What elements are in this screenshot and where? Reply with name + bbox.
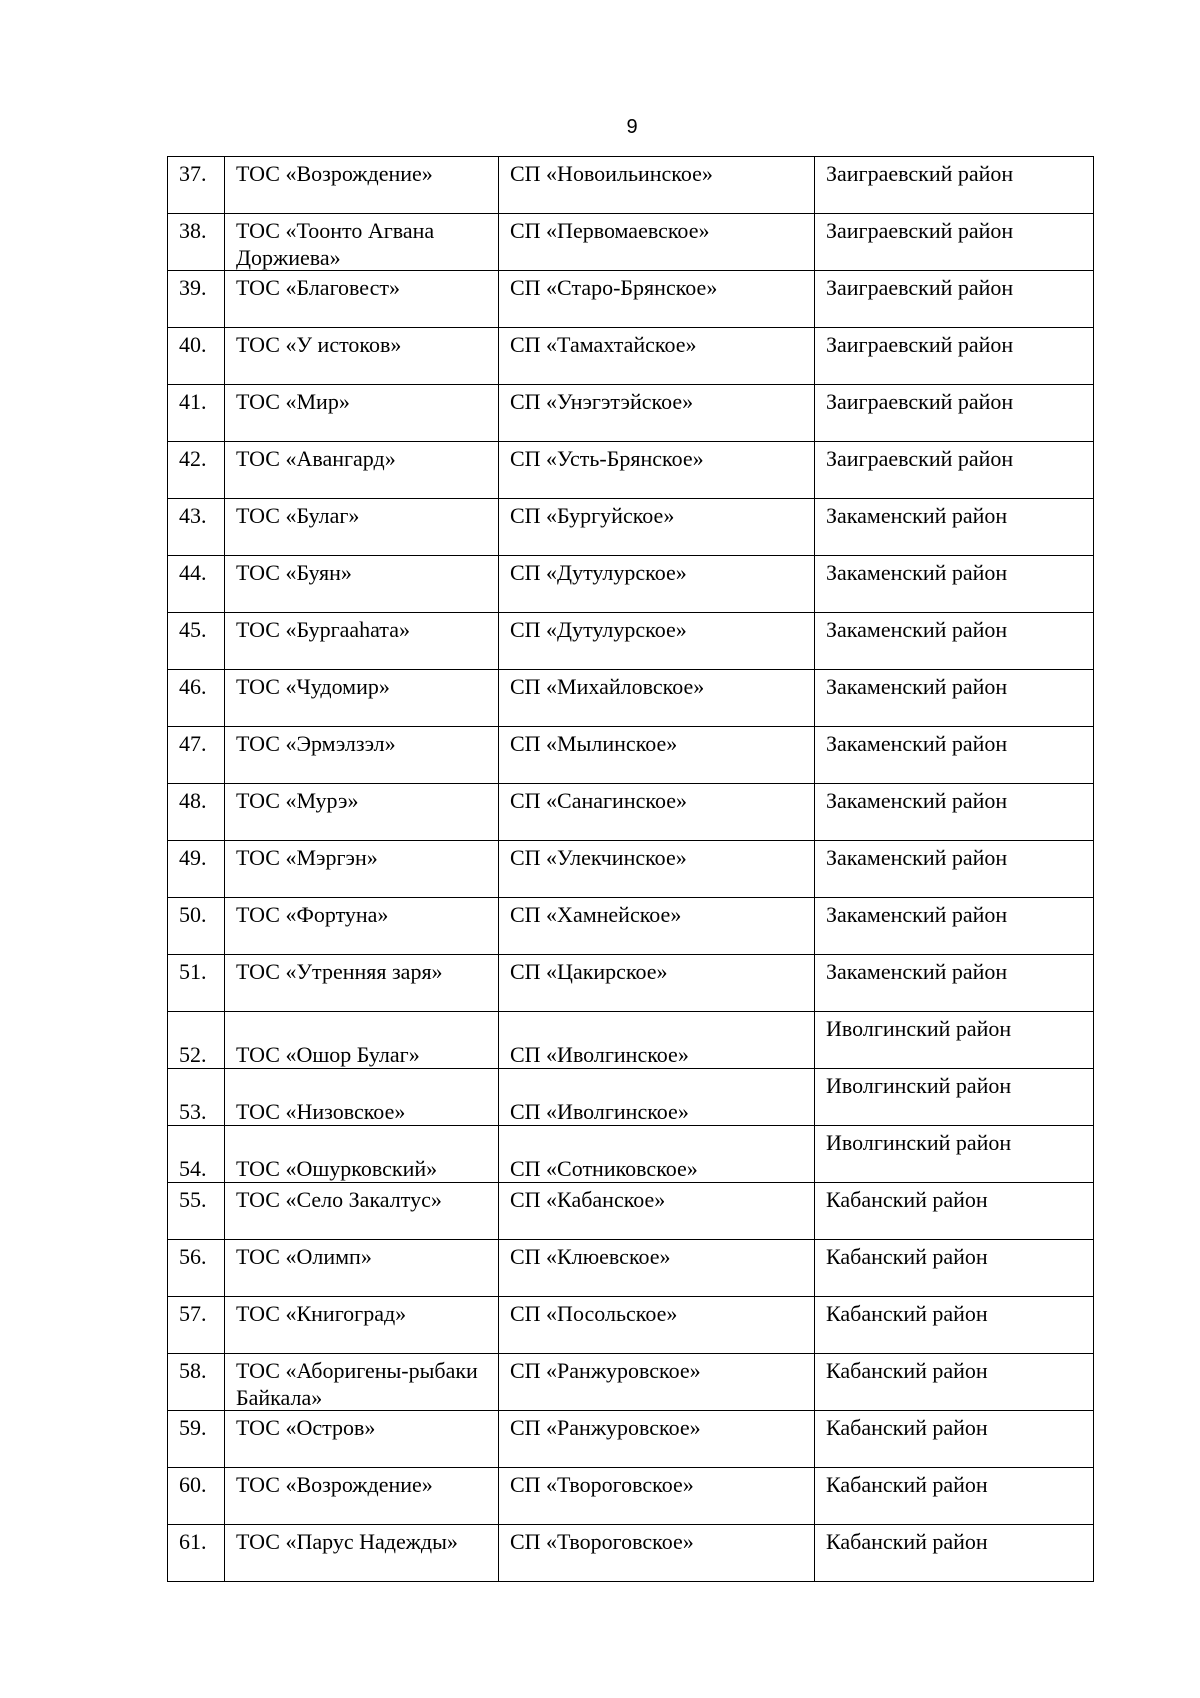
- table-row: [168, 1240, 1094, 1297]
- tos-name-cell: ТОС «Булаг»: [225, 499, 499, 556]
- settlement-cell: СП «Твороговское»: [499, 1468, 815, 1525]
- tos-registry-table: [167, 156, 1094, 1582]
- table-row: [168, 1411, 1094, 1468]
- row-number: 50.: [168, 898, 225, 955]
- table-body: [168, 157, 1094, 1582]
- district-cell: Закаменский район: [815, 955, 1094, 1012]
- tos-name-cell: ТОС «Ошор Булаг»: [225, 1012, 499, 1069]
- tos-name-cell: ТОС «Книгоград»: [225, 1297, 499, 1354]
- table-row: [168, 898, 1094, 955]
- table-row: [168, 499, 1094, 556]
- district-cell: Закаменский район: [815, 727, 1094, 784]
- settlement-cell: СП «Дутулурское»: [499, 556, 815, 613]
- table-row: [168, 955, 1094, 1012]
- tos-name-cell: ТОС «Бургааhата»: [225, 613, 499, 670]
- settlement-cell: СП «Старо-Брянское»: [499, 271, 815, 328]
- tos-name-cell: ТОС «Буян»: [225, 556, 499, 613]
- district-cell: Кабанский район: [815, 1183, 1094, 1240]
- row-number: 42.: [168, 442, 225, 499]
- tos-name-cell: ТОС «Мурэ»: [225, 784, 499, 841]
- district-cell: Заиграевский район: [815, 328, 1094, 385]
- settlement-cell: СП «Мылинское»: [499, 727, 815, 784]
- table-row: [168, 1468, 1094, 1525]
- tos-name-cell: ТОС «Утренняя заря»: [225, 955, 499, 1012]
- district-cell: Заиграевский район: [815, 442, 1094, 499]
- settlement-cell: СП «Улекчинское»: [499, 841, 815, 898]
- row-number: 48.: [168, 784, 225, 841]
- district-cell: Закаменский район: [815, 613, 1094, 670]
- settlement-cell: СП «Михайловское»: [499, 670, 815, 727]
- table-row: [168, 157, 1094, 214]
- table-row: [168, 1126, 1094, 1183]
- table-row: [168, 841, 1094, 898]
- row-number: 44.: [168, 556, 225, 613]
- settlement-cell: СП «Хамнейское»: [499, 898, 815, 955]
- district-cell: Закаменский район: [815, 670, 1094, 727]
- table-row: [168, 442, 1094, 499]
- district-cell: Иволгинский район: [815, 1126, 1094, 1183]
- row-number: 38.: [168, 214, 225, 271]
- tos-name-cell: ТОС «Мэргэн»: [225, 841, 499, 898]
- row-number: 57.: [168, 1297, 225, 1354]
- row-number: 54.: [168, 1126, 225, 1183]
- tos-name-cell: ТОС «Тоонто Агвана Доржиева»: [225, 214, 499, 271]
- settlement-cell: СП «Иволгинское»: [499, 1069, 815, 1126]
- table-row: [168, 1183, 1094, 1240]
- row-number: 43.: [168, 499, 225, 556]
- district-cell: Закаменский район: [815, 898, 1094, 955]
- settlement-cell: СП «Цакирское»: [499, 955, 815, 1012]
- table-row: [168, 613, 1094, 670]
- row-number: 61.: [168, 1525, 225, 1582]
- settlement-cell: СП «Клюевское»: [499, 1240, 815, 1297]
- district-cell: Закаменский район: [815, 841, 1094, 898]
- tos-name-cell: ТОС «Возрождение»: [225, 1468, 499, 1525]
- row-number: 53.: [168, 1069, 225, 1126]
- row-number: 46.: [168, 670, 225, 727]
- row-number: 37.: [168, 157, 225, 214]
- tos-name-cell: ТОС «Ошурковский»: [225, 1126, 499, 1183]
- settlement-cell: СП «Сотниковское»: [499, 1126, 815, 1183]
- settlement-cell: СП «Иволгинское»: [499, 1012, 815, 1069]
- district-cell: Закаменский район: [815, 556, 1094, 613]
- table-row: [168, 1069, 1094, 1126]
- tos-name-cell: ТОС «Возрождение»: [225, 157, 499, 214]
- row-number: 41.: [168, 385, 225, 442]
- district-cell: Закаменский район: [815, 499, 1094, 556]
- table-row: [168, 1012, 1094, 1069]
- district-cell: Заиграевский район: [815, 271, 1094, 328]
- tos-name-cell: ТОС «Эрмэлзэл»: [225, 727, 499, 784]
- settlement-cell: СП «Тамахтайское»: [499, 328, 815, 385]
- settlement-cell: СП «Новоильинское»: [499, 157, 815, 214]
- table-row: [168, 556, 1094, 613]
- district-cell: Заиграевский район: [815, 385, 1094, 442]
- table-row: [168, 727, 1094, 784]
- table-row: [168, 1297, 1094, 1354]
- settlement-cell: СП «Первомаевское»: [499, 214, 815, 271]
- table-row: [168, 784, 1094, 841]
- table-row: [168, 1354, 1094, 1411]
- settlement-cell: СП «Санагинское»: [499, 784, 815, 841]
- district-cell: Иволгинский район: [815, 1012, 1094, 1069]
- settlement-cell: СП «Бургуйское»: [499, 499, 815, 556]
- row-number: 60.: [168, 1468, 225, 1525]
- table-row: [168, 328, 1094, 385]
- settlement-cell: СП «Твороговское»: [499, 1525, 815, 1582]
- table-row: [168, 271, 1094, 328]
- page-number: 9: [626, 116, 638, 138]
- district-cell: Закаменский район: [815, 784, 1094, 841]
- tos-name-cell: ТОС «У истоков»: [225, 328, 499, 385]
- district-cell: Заиграевский район: [815, 157, 1094, 214]
- row-number: 39.: [168, 271, 225, 328]
- tos-name-cell: ТОС «Олимп»: [225, 1240, 499, 1297]
- tos-name-cell: ТОС «Чудомир»: [225, 670, 499, 727]
- table-row: [168, 670, 1094, 727]
- district-cell: Кабанский район: [815, 1525, 1094, 1582]
- district-cell: Кабанский район: [815, 1411, 1094, 1468]
- row-number: 49.: [168, 841, 225, 898]
- tos-name-cell: ТОС «Авангард»: [225, 442, 499, 499]
- settlement-cell: СП «Усть-Брянское»: [499, 442, 815, 499]
- district-cell: Кабанский район: [815, 1240, 1094, 1297]
- row-number: 59.: [168, 1411, 225, 1468]
- tos-name-cell: ТОС «Парус Надежды»: [225, 1525, 499, 1582]
- row-number: 52.: [168, 1012, 225, 1069]
- tos-name-cell: ТОС «Аборигены-рыбаки Байкала»: [225, 1354, 499, 1411]
- tos-name-cell: ТОС «Фортуна»: [225, 898, 499, 955]
- district-cell: Кабанский район: [815, 1468, 1094, 1525]
- district-cell: Кабанский район: [815, 1354, 1094, 1411]
- tos-name-cell: ТОС «Село Закалтус»: [225, 1183, 499, 1240]
- row-number: 58.: [168, 1354, 225, 1411]
- row-number: 55.: [168, 1183, 225, 1240]
- table-row: [168, 214, 1094, 271]
- settlement-cell: СП «Дутулурское»: [499, 613, 815, 670]
- settlement-cell: СП «Ранжуровское»: [499, 1411, 815, 1468]
- district-cell: Иволгинский район: [815, 1069, 1094, 1126]
- settlement-cell: СП «Ранжуровское»: [499, 1354, 815, 1411]
- district-cell: Кабанский район: [815, 1297, 1094, 1354]
- table-row: [168, 385, 1094, 442]
- row-number: 56.: [168, 1240, 225, 1297]
- tos-name-cell: ТОС «Благовест»: [225, 271, 499, 328]
- district-cell: Заиграевский район: [815, 214, 1094, 271]
- settlement-cell: СП «Унэгэтэйское»: [499, 385, 815, 442]
- table-row: [168, 1525, 1094, 1582]
- row-number: 51.: [168, 955, 225, 1012]
- tos-name-cell: ТОС «Остров»: [225, 1411, 499, 1468]
- settlement-cell: СП «Кабанское»: [499, 1183, 815, 1240]
- row-number: 47.: [168, 727, 225, 784]
- settlement-cell: СП «Посольское»: [499, 1297, 815, 1354]
- tos-name-cell: ТОС «Мир»: [225, 385, 499, 442]
- row-number: 45.: [168, 613, 225, 670]
- tos-name-cell: ТОС «Низовское»: [225, 1069, 499, 1126]
- row-number: 40.: [168, 328, 225, 385]
